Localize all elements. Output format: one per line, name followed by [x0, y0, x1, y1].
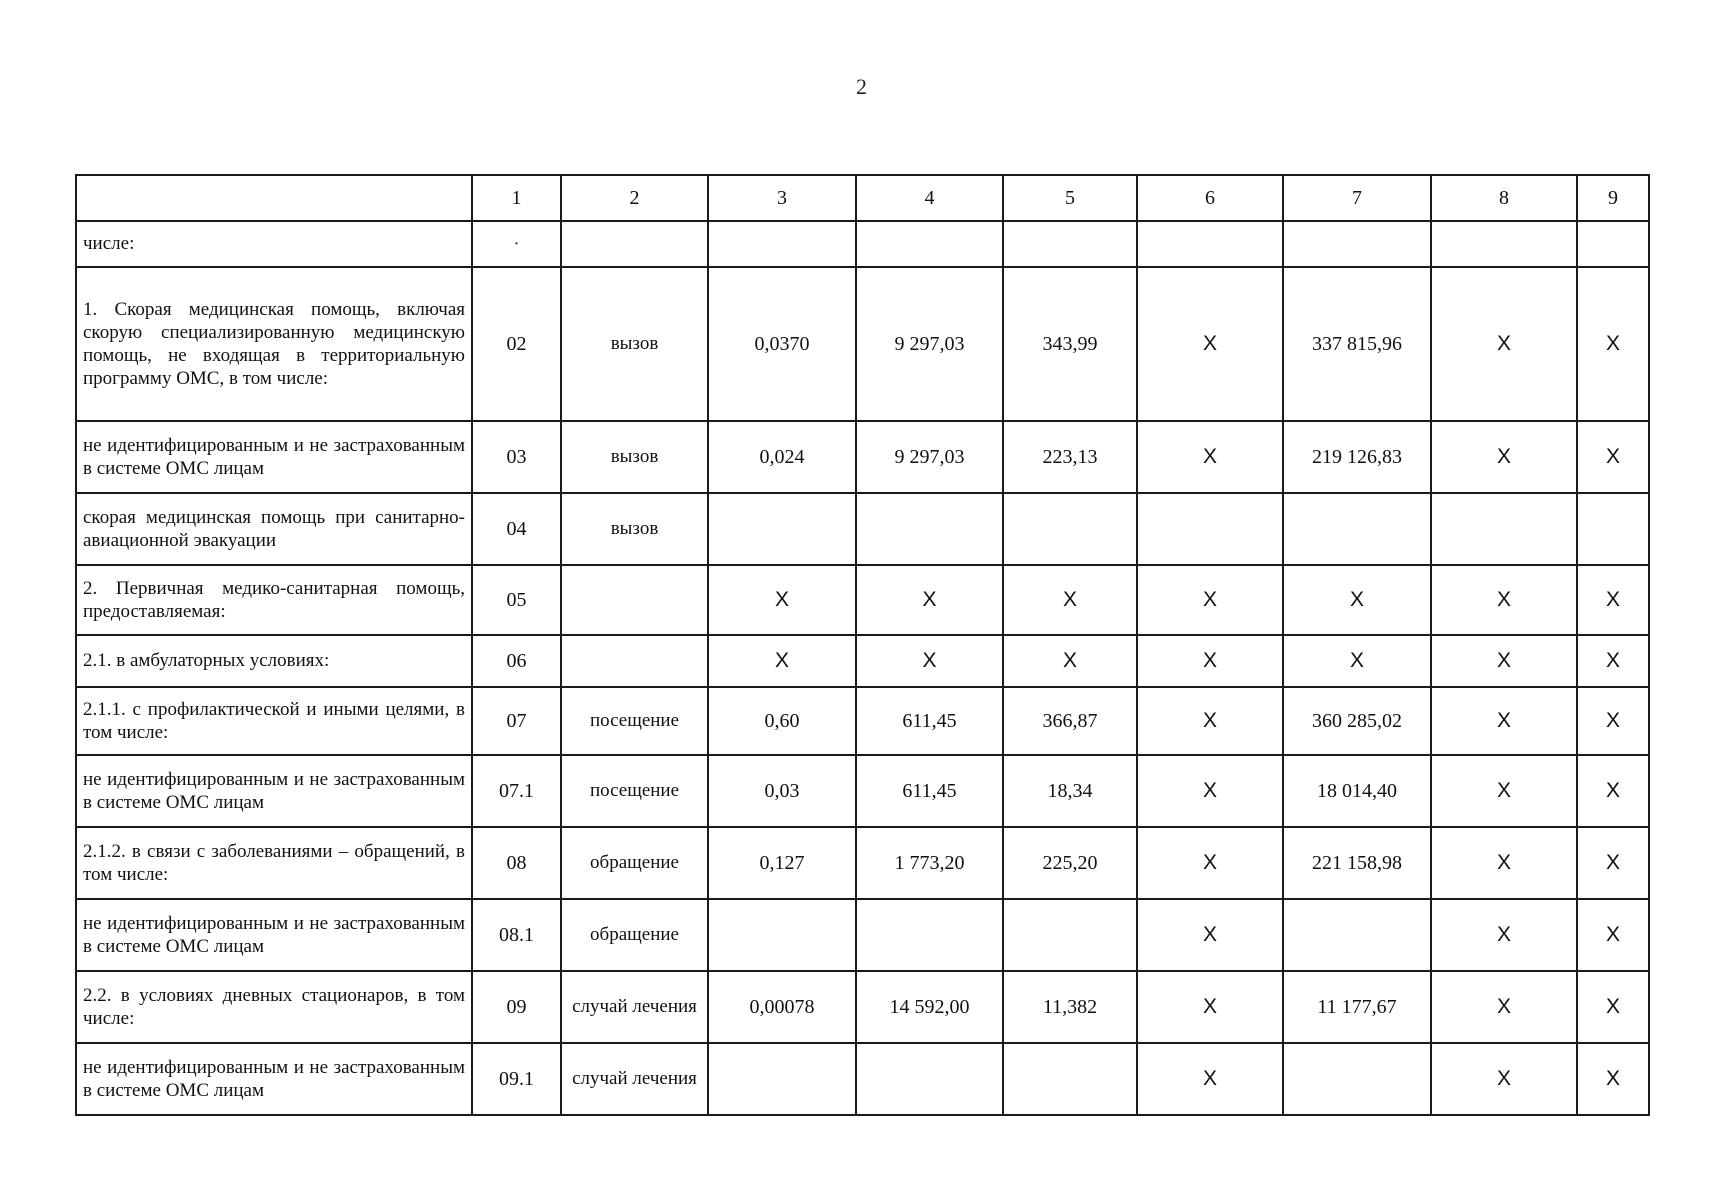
value-cell	[708, 1043, 856, 1115]
value-cell	[1577, 493, 1649, 565]
row-name: не идентифицированным и не застрахованным в системе ОМС лицам	[76, 755, 472, 827]
value-cell: X	[1137, 635, 1283, 687]
table-row	[76, 687, 1649, 755]
table-row	[76, 493, 1649, 565]
unit-cell: вызов	[561, 267, 708, 421]
col-number: 1	[472, 175, 561, 221]
unit-cell	[561, 635, 708, 687]
value-cell: X	[1431, 267, 1577, 421]
table-row	[76, 565, 1649, 635]
table-row	[76, 635, 1649, 687]
code-cell: 05	[472, 565, 561, 635]
value-cell: X	[1283, 635, 1431, 687]
value-cell: X	[1431, 899, 1577, 971]
table-row	[76, 221, 1649, 267]
value-cell: X	[1431, 565, 1577, 635]
value-cell: 18,34	[1003, 755, 1137, 827]
value-cell: 0,60	[708, 687, 856, 755]
row-name: 2. Первичная медико-санитарная помощь, предоставляемая:	[76, 565, 472, 635]
row-name: 2.1. в амбулаторных условиях:	[76, 635, 472, 687]
value-cell: X	[1137, 755, 1283, 827]
row-name: числе:	[76, 221, 472, 267]
col-number: 8	[1431, 175, 1577, 221]
value-cell: X	[1137, 827, 1283, 899]
table-row	[76, 971, 1649, 1043]
row-name: скорая медицинская помощь при санитарно-авиационной эвакуации	[76, 493, 472, 565]
table-row	[76, 827, 1649, 899]
row-name: не идентифицированным и не застрахованным в системе ОМС лицам	[76, 899, 472, 971]
col-number: 2	[561, 175, 708, 221]
value-cell: 11 177,67	[1283, 971, 1431, 1043]
value-cell: X	[1431, 755, 1577, 827]
value-cell: X	[1137, 971, 1283, 1043]
value-cell: X	[1137, 421, 1283, 493]
unit-cell	[561, 565, 708, 635]
value-cell	[1137, 493, 1283, 565]
col-number: 3	[708, 175, 856, 221]
value-cell: X	[1577, 267, 1649, 421]
code-cell: 07.1	[472, 755, 561, 827]
code-cell: 09	[472, 971, 561, 1043]
unit-cell: обращение	[561, 827, 708, 899]
value-cell: X	[1137, 687, 1283, 755]
code-cell: 06	[472, 635, 561, 687]
value-cell: X	[1431, 971, 1577, 1043]
code-cell: 04	[472, 493, 561, 565]
value-cell: X	[1137, 1043, 1283, 1115]
value-cell: X	[1577, 635, 1649, 687]
value-cell	[1283, 493, 1431, 565]
row-name: не идентифицированным и не застрахованным в системе ОМС лицам	[76, 1043, 472, 1115]
value-cell: 9 297,03	[856, 267, 1003, 421]
value-cell: 611,45	[856, 755, 1003, 827]
value-cell: 11,382	[1003, 971, 1137, 1043]
unit-cell: вызов	[561, 493, 708, 565]
code-cell: 03	[472, 421, 561, 493]
value-cell	[1431, 493, 1577, 565]
value-cell: X	[856, 565, 1003, 635]
table-row	[76, 421, 1649, 493]
col-number: 4	[856, 175, 1003, 221]
column-number-row	[76, 175, 1649, 221]
value-cell: 0,0370	[708, 267, 856, 421]
row-name: 2.1.2. в связи с заболеваниями – обращений, в том числе:	[76, 827, 472, 899]
value-cell	[1003, 1043, 1137, 1115]
table-row	[76, 267, 1649, 421]
unit-cell: случай лечения	[561, 1043, 708, 1115]
row-name: 2.2. в условиях дневных стационаров, в том числе:	[76, 971, 472, 1043]
unit-cell: посещение	[561, 687, 708, 755]
value-cell: X	[1577, 687, 1649, 755]
value-cell: 14 592,00	[856, 971, 1003, 1043]
table-row	[76, 899, 1649, 971]
value-cell	[1283, 899, 1431, 971]
value-cell: X	[1577, 755, 1649, 827]
value-cell	[1283, 221, 1431, 267]
value-cell: 343,99	[1003, 267, 1137, 421]
unit-cell: случай лечения	[561, 971, 708, 1043]
value-cell: 366,87	[1003, 687, 1137, 755]
value-cell	[1283, 1043, 1431, 1115]
value-cell: X	[1003, 635, 1137, 687]
value-cell: 18 014,40	[1283, 755, 1431, 827]
value-cell	[1431, 221, 1577, 267]
value-cell: 225,20	[1003, 827, 1137, 899]
code-cell: 07	[472, 687, 561, 755]
col-number: 6	[1137, 175, 1283, 221]
value-cell: 0,00078	[708, 971, 856, 1043]
value-cell: X	[1577, 421, 1649, 493]
col-number: 5	[1003, 175, 1137, 221]
value-cell: X	[1137, 267, 1283, 421]
row-name: не идентифицированным и не застрахованным в системе ОМС лицам	[76, 421, 472, 493]
value-cell: X	[1431, 687, 1577, 755]
unit-cell: посещение	[561, 755, 708, 827]
value-cell: X	[1431, 827, 1577, 899]
value-cell: X	[1137, 565, 1283, 635]
row-name: 2.1.1. с профилактической и иными целями, в том числе:	[76, 687, 472, 755]
value-cell: 0,127	[708, 827, 856, 899]
value-cell: X	[1431, 421, 1577, 493]
value-cell	[856, 1043, 1003, 1115]
table-row	[76, 755, 1649, 827]
value-cell: X	[1137, 899, 1283, 971]
value-cell: 223,13	[1003, 421, 1137, 493]
value-cell	[1003, 221, 1137, 267]
value-cell: 0,024	[708, 421, 856, 493]
code-cell: 02	[472, 267, 561, 421]
value-cell	[856, 493, 1003, 565]
value-cell: X	[1431, 635, 1577, 687]
value-cell	[856, 221, 1003, 267]
value-cell	[856, 899, 1003, 971]
value-cell: X	[856, 635, 1003, 687]
code-cell: 08.1	[472, 899, 561, 971]
row-name: 1. Скорая медицинская помощь, включая скорую специализированную медицинскую помощь, не входящая в территориальную программу ОМС, в том числе:	[76, 267, 472, 421]
code-cell: ·	[472, 221, 561, 267]
value-cell: X	[1577, 827, 1649, 899]
value-cell	[708, 493, 856, 565]
value-cell	[708, 221, 856, 267]
value-cell: X	[1577, 971, 1649, 1043]
value-cell	[708, 899, 856, 971]
value-cell: X	[1283, 565, 1431, 635]
value-cell	[1577, 221, 1649, 267]
value-cell: X	[1577, 1043, 1649, 1115]
value-cell: 611,45	[856, 687, 1003, 755]
col-number: 9	[1577, 175, 1649, 221]
value-cell: 1 773,20	[856, 827, 1003, 899]
col-number: 7	[1283, 175, 1431, 221]
value-cell: X	[708, 565, 856, 635]
value-cell: X	[1431, 1043, 1577, 1115]
table-row	[76, 1043, 1649, 1115]
code-cell: 08	[472, 827, 561, 899]
page-number: 2	[856, 74, 867, 99]
value-cell	[1003, 899, 1137, 971]
value-cell: 219 126,83	[1283, 421, 1431, 493]
data-table	[75, 174, 1650, 1116]
value-cell: 0,03	[708, 755, 856, 827]
unit-cell: обращение	[561, 899, 708, 971]
value-cell	[1003, 493, 1137, 565]
value-cell: 221 158,98	[1283, 827, 1431, 899]
unit-cell	[561, 221, 708, 267]
header-name-cell	[76, 175, 472, 221]
value-cell: X	[708, 635, 856, 687]
value-cell: 337 815,96	[1283, 267, 1431, 421]
value-cell: X	[1577, 565, 1649, 635]
value-cell: 360 285,02	[1283, 687, 1431, 755]
value-cell: 9 297,03	[856, 421, 1003, 493]
value-cell: X	[1577, 899, 1649, 971]
code-cell: 09.1	[472, 1043, 561, 1115]
value-cell: X	[1003, 565, 1137, 635]
unit-cell: вызов	[561, 421, 708, 493]
value-cell	[1137, 221, 1283, 267]
